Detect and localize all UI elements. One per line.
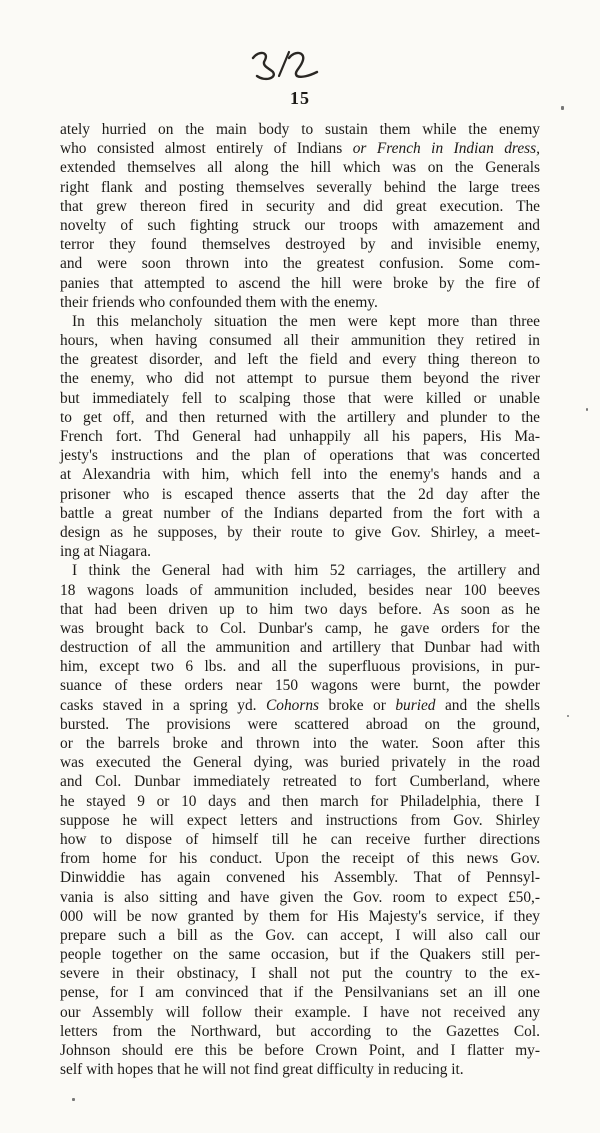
text-segment: and were soon thrown into the greatest confusion. Some com-	[60, 255, 540, 273]
text-segment: and Col. Dunbar immediately retreated to fort Cumberland, where	[60, 773, 540, 791]
text-segment: suance of these orders near 150 wagons were burnt, the powder	[60, 677, 540, 695]
text-line	[60, 235, 540, 254]
text-line	[60, 1022, 540, 1041]
text-line	[60, 408, 540, 427]
text-line	[60, 849, 540, 868]
text-segment: suppose he will expect letters and instructions from Gov. Shirley	[60, 811, 540, 829]
text-line	[60, 465, 540, 484]
italic-text-segment: Cohorns	[266, 696, 320, 714]
text-segment: pense, for I am convinced that if the Pensilvanians set an ill one	[60, 984, 540, 1002]
text-segment: him, except two 6 lbs. and all the superfluous provisions, in pur-	[60, 658, 540, 676]
text-line	[60, 274, 540, 293]
text-line	[60, 581, 540, 600]
text-segment: design as he supposes, by their route to give Gov. Shirley, a meet-	[60, 523, 540, 541]
text-line	[60, 120, 540, 139]
text-segment: jesty's instructions and the plan of operations that was concerted	[60, 447, 540, 465]
text-line	[60, 158, 540, 177]
text-line	[60, 792, 540, 811]
text-segment: the greatest disorder, and left the field and every thing thereon to	[60, 351, 540, 369]
text-line	[60, 139, 540, 158]
text-line	[60, 1003, 540, 1022]
text-line	[60, 734, 540, 753]
text-segment: terror they found themselves destroyed by and invisible enemy,	[60, 236, 540, 254]
text-segment: vania is also sitting and have given the Gov. room to expect £50,-	[60, 888, 540, 906]
text-segment: 18 wagons loads of ammunition included, besides near 100 beeves	[60, 581, 540, 599]
text-line	[60, 983, 540, 1002]
text-segment: casks staved in a spring yd.	[60, 696, 266, 714]
text-line	[60, 657, 540, 676]
text-line	[60, 389, 540, 408]
text-segment: Dinwiddie has again convened his Assembly. That of Pennsyl-	[60, 869, 540, 887]
text-line	[60, 312, 540, 331]
italic-text-segment: or French in Indian dress,	[352, 140, 541, 158]
text-line	[60, 216, 540, 235]
text-line	[60, 926, 540, 945]
text-segment: 000 will be now granted by them for His Majesty's service, if they	[60, 907, 540, 925]
text-segment: extended themselves all along the hill which was on the Generals	[60, 159, 540, 177]
text-line	[60, 1060, 540, 1079]
text-segment: he stayed 9 or 10 days and then march for Philadelphia, there I	[60, 792, 540, 810]
text-segment: prepare such a bill as the Gov. can accept, I will also call our	[60, 926, 540, 944]
text-segment: or the barrels broke and thrown into the water. Soon after this	[60, 735, 540, 752]
text-segment: broke or	[319, 696, 396, 714]
text-line	[60, 830, 540, 849]
text-segment: was executed the General dying, was buried privately in the road	[60, 754, 540, 772]
text-segment: self with hopes that he will not find great difficulty in reducing it.	[60, 1061, 464, 1079]
text-segment: people together on the same occasion, but if the Quakers still per-	[60, 946, 540, 964]
text-line	[60, 753, 540, 772]
text-segment: that had been driven up to him two days before. As soon as he	[60, 600, 540, 618]
text-line	[60, 600, 540, 619]
text-line	[60, 888, 540, 907]
text-segment: and the shells	[435, 696, 540, 714]
scan-speck	[567, 715, 569, 717]
text-segment: right flank and posting themselves severally behind the large trees	[60, 178, 540, 196]
text-line	[60, 561, 540, 580]
text-line	[60, 254, 540, 273]
text-segment: letters from the Northward, but according to the Gazettes Col.	[60, 1022, 540, 1040]
text-segment: I think the General had with him 52 carriages, the artillery and	[72, 562, 540, 580]
text-segment: the enemy, who did not attempt to pursue them beyond the river	[60, 370, 540, 388]
text-segment: was brought back to Col. Dunbar's camp, he gave orders for the	[60, 619, 540, 637]
text-line	[60, 331, 540, 350]
text-line	[60, 350, 540, 369]
text-line	[60, 197, 540, 216]
italic-text-segment: buried	[395, 696, 436, 714]
text-line	[60, 504, 540, 523]
text-segment: panies that attempted to ascend the hill were broke by the fire of	[60, 274, 540, 292]
text-segment: who consisted almost entirely of Indians	[60, 140, 353, 158]
text-line	[60, 868, 540, 887]
text-segment: hours, when having consumed all their ammunition they retired in	[60, 332, 540, 350]
text-line	[60, 1041, 540, 1060]
text-line	[60, 178, 540, 197]
text-line	[60, 945, 540, 964]
text-segment: In this melancholy situation the men were kept more than three	[72, 312, 540, 330]
text-segment: to get off, and then returned with the artillery and plunder to the	[60, 408, 540, 426]
text-line	[60, 638, 540, 657]
text-segment: that grew thereon fired in security and did great execution. The	[60, 197, 540, 215]
text-line	[60, 446, 540, 465]
text-line	[60, 811, 540, 830]
text-segment: from home for his conduct. Upon the receipt of this news Gov.	[60, 850, 540, 868]
text-line	[60, 542, 540, 561]
scan-speck	[72, 1098, 75, 1101]
text-line	[60, 696, 540, 715]
text-segment: prisoner who is escaped thence asserts that the 2d day after the	[60, 485, 540, 503]
text-segment: Johnson should ere this be before Crown Point, and I flatter my-	[60, 1042, 540, 1059]
text-line	[60, 772, 540, 791]
page-number: 15	[290, 88, 310, 108]
text-line	[60, 964, 540, 983]
text-line	[60, 907, 540, 926]
text-line	[60, 715, 540, 734]
text-segment: ately hurried on the main body to sustain them while the enemy	[60, 121, 540, 138]
text-segment: severe in their obstinacy, I shall not put the country to the ex-	[60, 965, 540, 983]
text-line	[60, 523, 540, 542]
text-segment: their friends who confounded them with the enemy.	[60, 293, 378, 311]
text-segment: but immediately fell to scalping those that were killed or unable	[60, 389, 540, 407]
text-segment: destruction of all the ammunition and artillery that Dunbar had with	[60, 639, 540, 657]
handwritten-folio-mark	[243, 42, 323, 86]
text-segment: bursted. The provisions were scattered abroad on the ground,	[60, 715, 540, 733]
text-line	[60, 427, 540, 446]
text-segment: how to dispose of himself till he can receive further directions	[60, 830, 540, 848]
text-line	[60, 619, 540, 638]
text-segment: French fort. Thd General had unhappily all his papers, His Ma-	[60, 428, 540, 445]
scan-speck	[586, 408, 588, 411]
text-segment: ing at Niagara.	[60, 543, 152, 561]
text-segment: at Alexandria with him, which fell into the enemy's hands and a	[60, 466, 540, 484]
text-line	[60, 485, 540, 504]
text-line	[60, 676, 540, 695]
body-text	[60, 120, 540, 1079]
text-line	[60, 293, 540, 312]
text-segment: our Assembly will follow their example. I have not received any	[60, 1003, 540, 1021]
text-line	[60, 369, 540, 388]
text-segment: novelty of such fighting struck our troops with amazement and	[60, 216, 540, 234]
text-segment: battle a great number of the Indians departed from the fort with a	[60, 504, 540, 522]
